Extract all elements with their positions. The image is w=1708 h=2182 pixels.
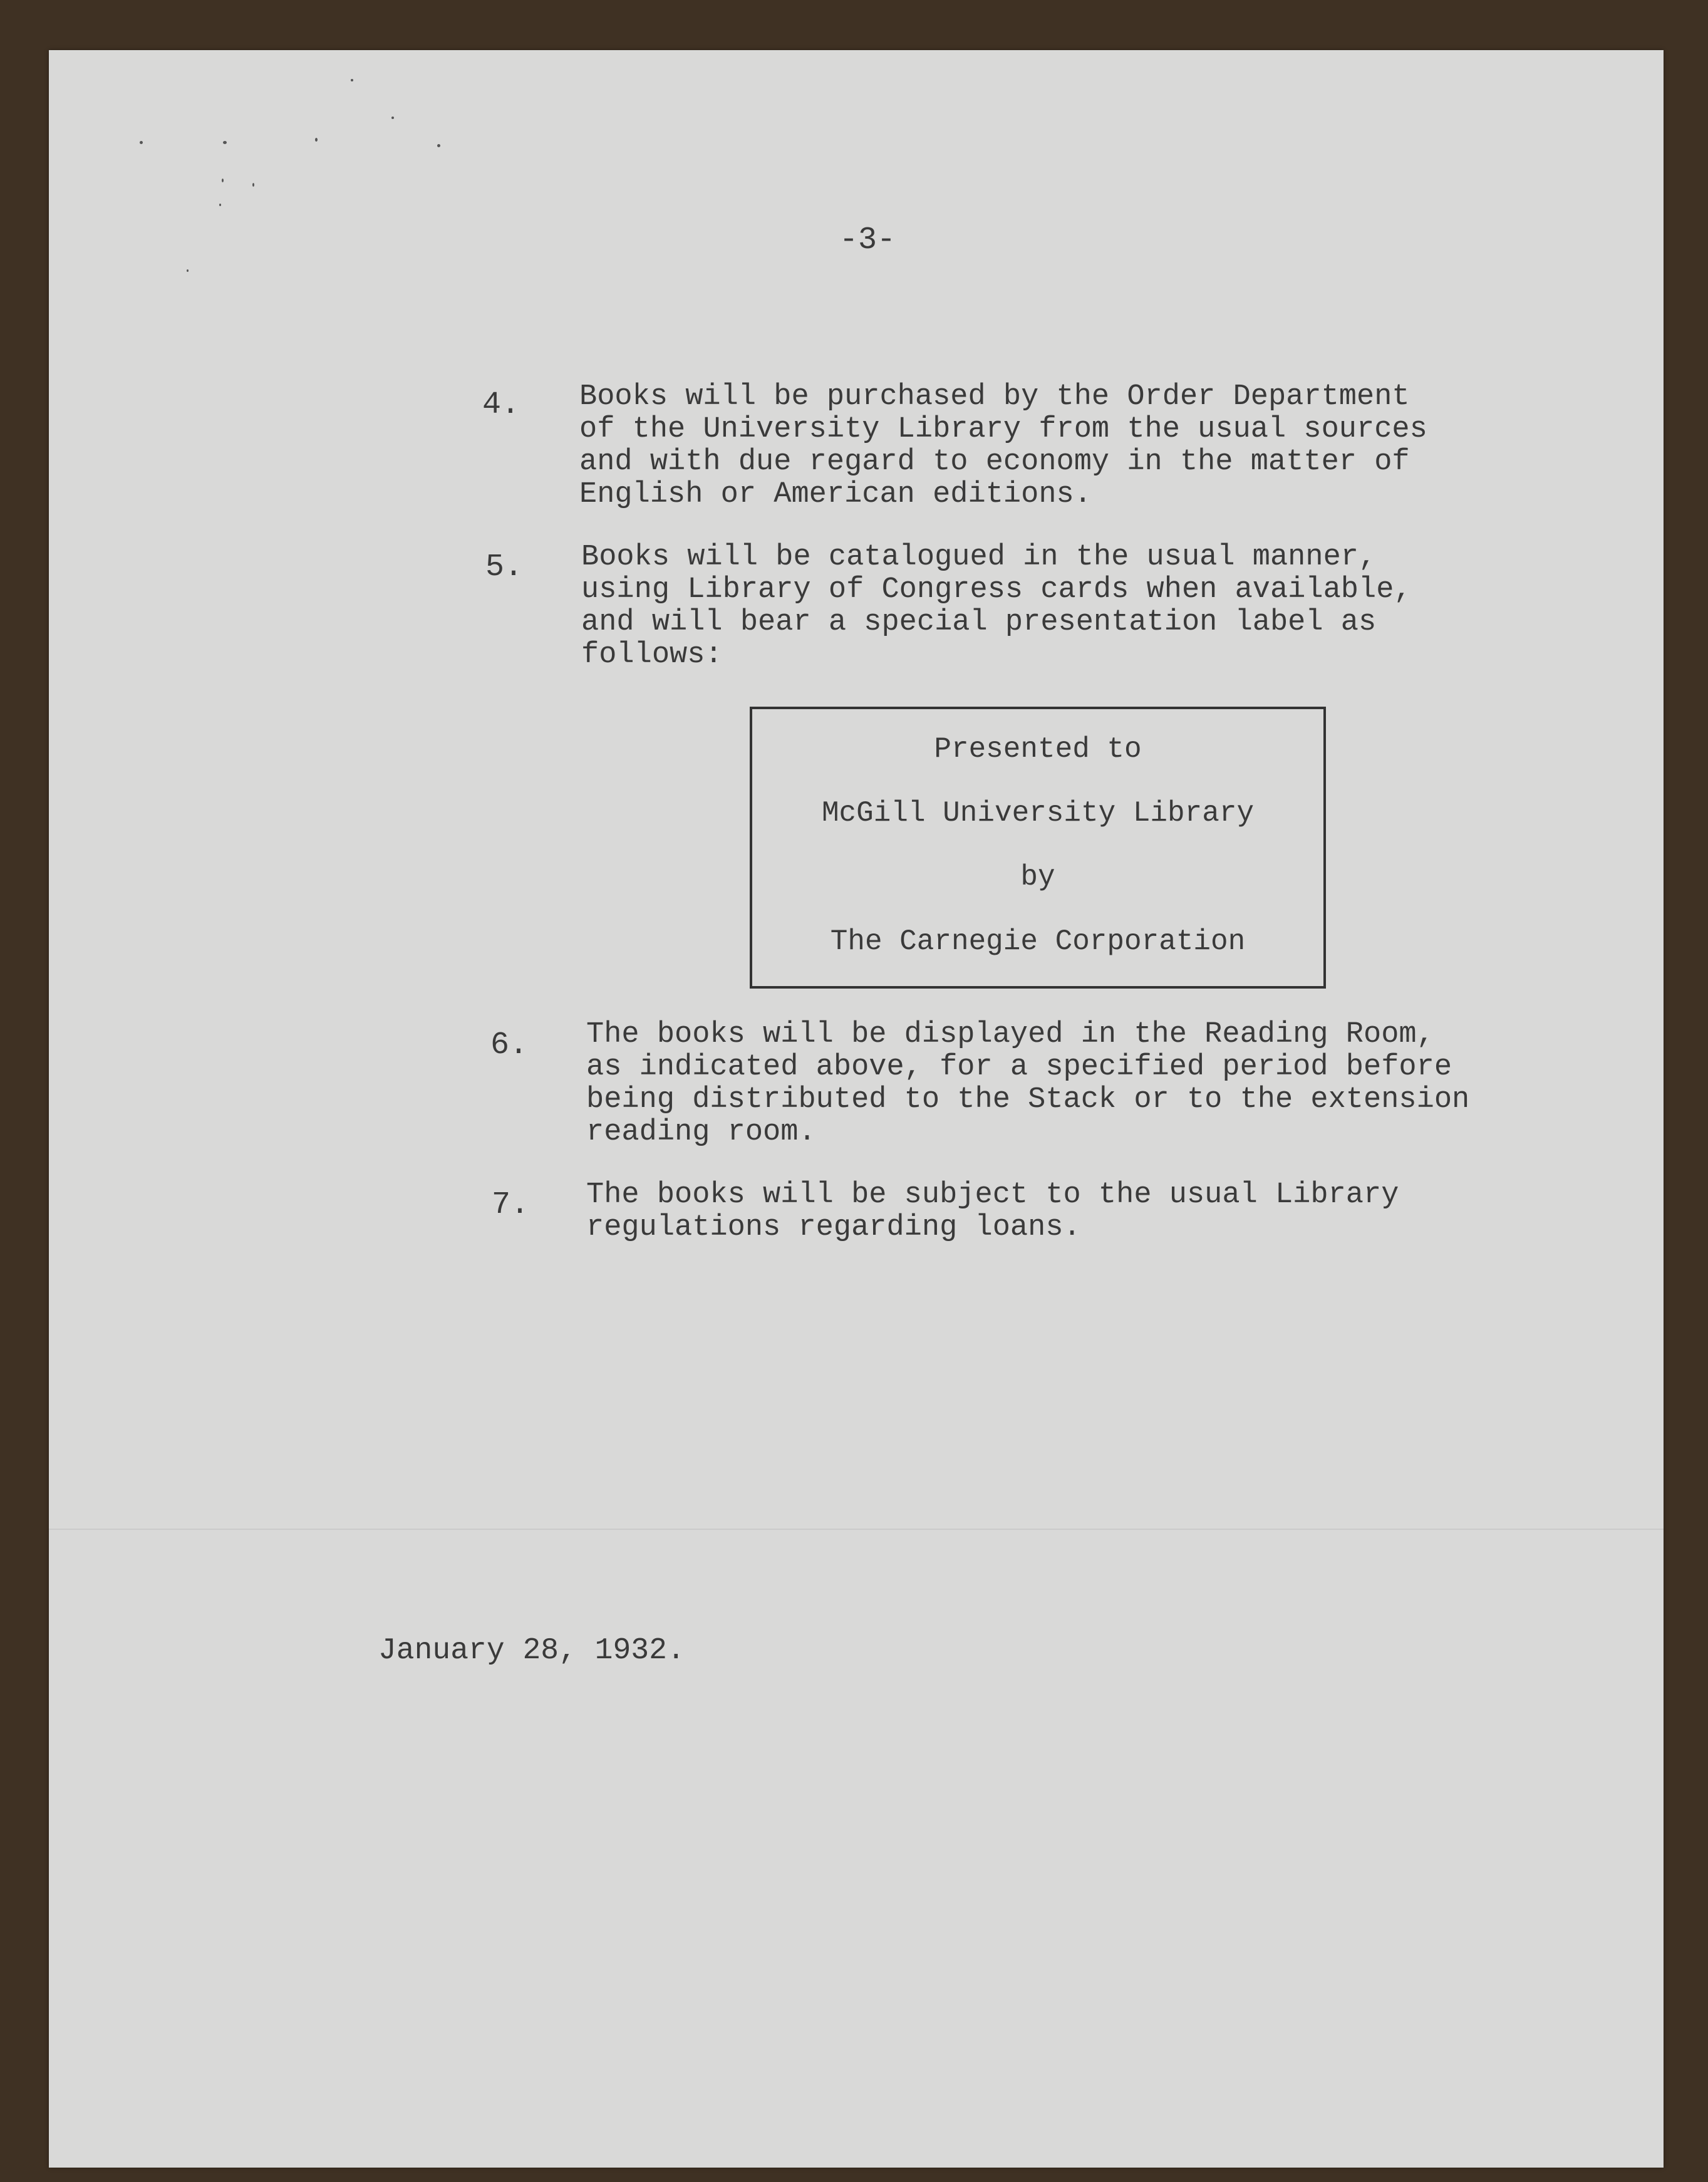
item-line: The books will be subject to the usual Library: [586, 1178, 1399, 1212]
paper-speck: [351, 79, 353, 81]
item-number: 5.: [485, 549, 524, 585]
label-line-by: by: [1020, 861, 1055, 893]
item-paragraph: [579, 381, 1427, 511]
paper-speck: [252, 183, 254, 187]
item-number: 6.: [490, 1027, 529, 1063]
paper-fold: [49, 1529, 1664, 1530]
item-paragraph: [586, 1019, 1469, 1149]
item-number: 7.: [492, 1187, 530, 1223]
item-paragraph: [586, 1179, 1399, 1244]
page-number: -3-: [839, 222, 896, 258]
item-line: of the University Library from the usual sources: [579, 413, 1427, 446]
item-line: as indicated above, for a specified period before: [586, 1051, 1452, 1084]
paper-speck: [219, 204, 221, 206]
item-line: follows:: [581, 638, 723, 672]
item-line: Books will be purchased by the Order Department: [579, 380, 1410, 413]
item-line: English or American editions.: [579, 478, 1092, 511]
paper-speck: [437, 144, 440, 147]
item-line: being distributed to the Stack or to the extension: [586, 1083, 1470, 1116]
label-line-corporation: The Carnegie Corporation: [830, 925, 1246, 958]
paper-speck: [187, 269, 189, 272]
item-line: reading room.: [586, 1116, 816, 1149]
item-paragraph: [581, 541, 1412, 672]
paper-speck: [315, 138, 318, 142]
item-line: regulations regarding loans.: [586, 1211, 1081, 1244]
label-line-library: McGill University Library: [821, 797, 1255, 829]
item-line: using Library of Congress cards when available,: [581, 573, 1412, 606]
paper-speck: [223, 141, 227, 144]
item-line: and with due regard to economy in the matter of: [579, 445, 1410, 479]
presentation-label-box: [750, 707, 1326, 989]
paper-speck: [140, 141, 143, 144]
document-date: January 28, 1932.: [378, 1634, 685, 1668]
item-line: The books will be displayed in the Reading Room,: [586, 1018, 1434, 1051]
item-number: 4.: [482, 387, 520, 423]
paper-speck: [222, 179, 224, 182]
item-line: Books will be catalogued in the usual manner,: [581, 541, 1377, 574]
label-line-presented-to: Presented to: [934, 733, 1142, 766]
document-page: [49, 50, 1664, 2168]
paper-speck: [391, 117, 394, 119]
item-line: and will bear a special presentation label as: [581, 606, 1377, 639]
